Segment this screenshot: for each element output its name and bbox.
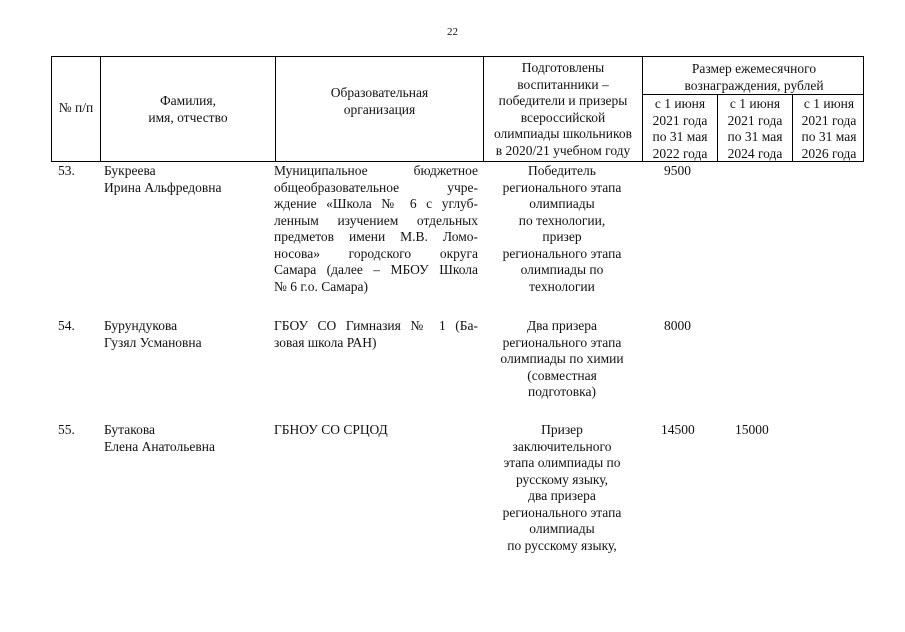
row-55-name: Бутакова Елена Анатольевна — [104, 422, 215, 454]
row-55-prepared: Призер заключительного этапа олимпиады по русскому языку, два призера регионального этапа олимпиады по русскому языку, — [502, 422, 622, 553]
row-53-prepared: Победитель регионального этапа олимпиады по технологии, призер регионального этапа олимпиады по технологии — [502, 163, 622, 294]
row-53-name: Букреева Ирина Альфредовна — [104, 163, 222, 195]
row-53-org: Муниципальное бюджетное общеобразовательное учре- ждение «Школа № 6 с углуб- ленным изучением отдельных предметов имени М.В. Ломо- носова» городского округа Самара (далее – МБОУ Школа № 6 г.о. Самара) — [274, 163, 478, 294]
table-header — [51, 56, 864, 162]
header-divider — [642, 94, 863, 95]
header-award-title: Размер ежемесячного вознаграждения, рублей — [684, 61, 824, 93]
header-period-2: с 1 июня 2021 года по 31 мая 2024 года — [727, 96, 783, 161]
header-org: Образовательная организация — [330, 85, 429, 117]
header-prepared: Подготовлены воспитанники – победители и призеры всероссийской олимпиады школьников в 2020/21 учебном году — [493, 60, 632, 158]
page-number: 22 — [447, 26, 458, 38]
row-54-prepared: Два призера регионального этапа олимпиады по химии (совместная подготовка) — [500, 318, 624, 399]
row-55-num: 55. — [58, 422, 75, 437]
row-54-amount-1: 8000 — [664, 318, 691, 333]
row-54-name: Бурундукова Гузял Усмановна — [104, 318, 202, 350]
row-55-org: ГБНОУ СО СРЦОД — [274, 422, 388, 437]
header-num: № п/п — [58, 100, 94, 115]
row-53-num: 53. — [58, 163, 75, 178]
header-period-1: с 1 июня 2021 года по 31 мая 2022 года — [652, 96, 708, 161]
row-54-num: 54. — [58, 318, 75, 333]
row-54-org: ГБОУ СО Гимназия № 1 (Ба- зовая школа РАН) — [274, 318, 478, 350]
row-55-amount-1: 14500 — [661, 422, 695, 437]
row-55-amount-2: 15000 — [735, 422, 769, 437]
header-name: Фамилия, имя, отчество — [148, 93, 228, 125]
header-period-3: с 1 июня 2021 года по 31 мая 2026 года — [801, 96, 857, 161]
row-53-amount-1: 9500 — [664, 163, 691, 178]
